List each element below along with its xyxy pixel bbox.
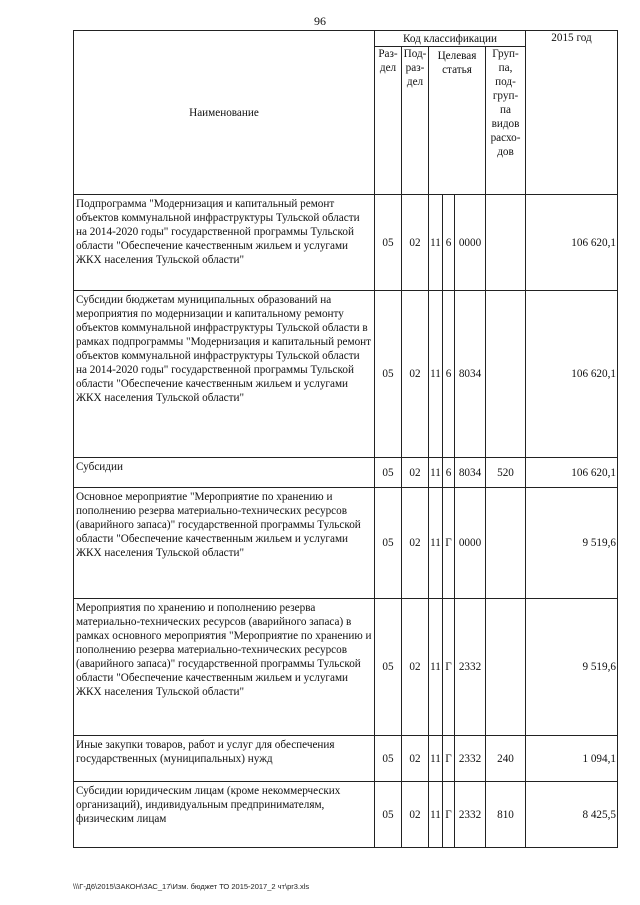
- row-section: 05: [375, 458, 402, 488]
- row-target-part3: 2332: [455, 599, 486, 736]
- row-target-part2: 6: [443, 195, 455, 291]
- header-code-group: Код классификации: [375, 31, 526, 47]
- row-subsection: 02: [402, 488, 429, 599]
- row-name: Субсидии бюджетам муниципальных образований на мероприятия по модернизации и капитальному ремонту объектов коммунальной инфраструктуры Тульской области в рамках подпрограммы "Модернизация и капитальный ремонт объектов коммунальной инфраструктуры Тульской области на 2014-2020 годы" государственной программы Тульской области "Обеспечение качественным жильем и услугами ЖКХ населения Тульской области": [74, 291, 375, 458]
- row-subsection: 02: [402, 195, 429, 291]
- row-group: [486, 488, 526, 599]
- row-group: [486, 599, 526, 736]
- table-row: [74, 488, 618, 599]
- row-target-part1: 11: [429, 599, 443, 736]
- page-number: 96: [314, 14, 326, 28]
- row-target-part3: 0000: [455, 488, 486, 599]
- row-name: Мероприятия по хранению и пополнению резерва материально-технических ресурсов (аварийного запаса) в рамках основного мероприятия "Мероприятие по хранению и пополнению резерва материально-технических ресурсов (аварийного запаса)" государственной программы Тульской области "Обеспечение качественным жильем и услугами ЖКХ населения Тульской области": [74, 599, 375, 736]
- table-row: [74, 291, 618, 458]
- row-group: 810: [486, 782, 526, 848]
- row-target-part2: 6: [443, 291, 455, 458]
- file-path-footer: \\\Г-Д6\2015\ЗАКОН\ЗАС_17\Изм. бюджет ТО 2015-2017_2 чт\pr3.xls: [73, 882, 310, 891]
- row-amount: 106 620,1: [526, 195, 618, 291]
- row-subsection: 02: [402, 736, 429, 782]
- row-group: [486, 195, 526, 291]
- table-row: [74, 736, 618, 782]
- row-amount: 106 620,1: [526, 458, 618, 488]
- row-amount: 106 620,1: [526, 291, 618, 458]
- header-subsection: Под- раз- дел: [402, 47, 429, 195]
- table-row: [74, 195, 618, 291]
- row-target-part2: Г: [443, 782, 455, 848]
- header-section: Раз- дел: [375, 47, 402, 195]
- header-year: 2015 год: [526, 31, 618, 195]
- row-target-part2: Г: [443, 599, 455, 736]
- row-name: Подпрограмма "Модернизация и капитальный ремонт объектов коммунальной инфраструктуры Тульской области на 2014-2020 годы" государственной программы Тульской области "Обеспечение качественным жильем и услугами ЖКХ населения Тульской области": [74, 195, 375, 291]
- row-amount: 9 519,6: [526, 599, 618, 736]
- row-target-part3: 2332: [455, 736, 486, 782]
- row-subsection: 02: [402, 599, 429, 736]
- row-target-part2: 6: [443, 458, 455, 488]
- row-name: Иные закупки товаров, работ и услуг для обеспечения государственных (муниципальных) нужд: [74, 736, 375, 782]
- row-amount: 9 519,6: [526, 488, 618, 599]
- row-target-part3: 2332: [455, 782, 486, 848]
- row-section: 05: [375, 782, 402, 848]
- row-name: Субсидии юридическим лицам (кроме некоммерческих организаций), индивидуальным предпринимателям, физическим лицам: [74, 782, 375, 848]
- row-group: 520: [486, 458, 526, 488]
- row-target-part3: 8034: [455, 291, 486, 458]
- row-group: 240: [486, 736, 526, 782]
- row-target-part3: 0000: [455, 195, 486, 291]
- row-target-part1: 11: [429, 458, 443, 488]
- row-group: [486, 291, 526, 458]
- header-row-top: [74, 31, 618, 47]
- row-section: 05: [375, 599, 402, 736]
- row-target-part3: 8034: [455, 458, 486, 488]
- row-target-part1: 11: [429, 291, 443, 458]
- row-subsection: 02: [402, 458, 429, 488]
- table-row: [74, 599, 618, 736]
- row-subsection: 02: [402, 782, 429, 848]
- budget-table: [73, 30, 618, 848]
- row-target-part1: 11: [429, 195, 443, 291]
- row-amount: 1 094,1: [526, 736, 618, 782]
- row-section: 05: [375, 488, 402, 599]
- table-row: [74, 782, 618, 848]
- header-target: Целевая статья: [429, 47, 486, 195]
- row-subsection: 02: [402, 291, 429, 458]
- header-name: Наименование: [74, 31, 375, 195]
- row-name: Основное мероприятие "Мероприятие по хранению и пополнению резерва материально-технических ресурсов (аварийного запаса)" государственной программы Тульской области "Обеспечение качественным жильем и услугами ЖКХ населения Тульской области": [74, 488, 375, 599]
- row-name: Субсидии: [74, 458, 375, 488]
- row-target-part1: 11: [429, 488, 443, 599]
- row-target-part1: 11: [429, 736, 443, 782]
- row-section: 05: [375, 291, 402, 458]
- row-target-part2: Г: [443, 488, 455, 599]
- table-row: [74, 458, 618, 488]
- row-section: 05: [375, 195, 402, 291]
- row-target-part2: Г: [443, 736, 455, 782]
- header-group: Груп- па, под- груп- па видов расхо- дов: [486, 47, 526, 195]
- row-section: 05: [375, 736, 402, 782]
- row-amount: 8 425,5: [526, 782, 618, 848]
- row-target-part1: 11: [429, 782, 443, 848]
